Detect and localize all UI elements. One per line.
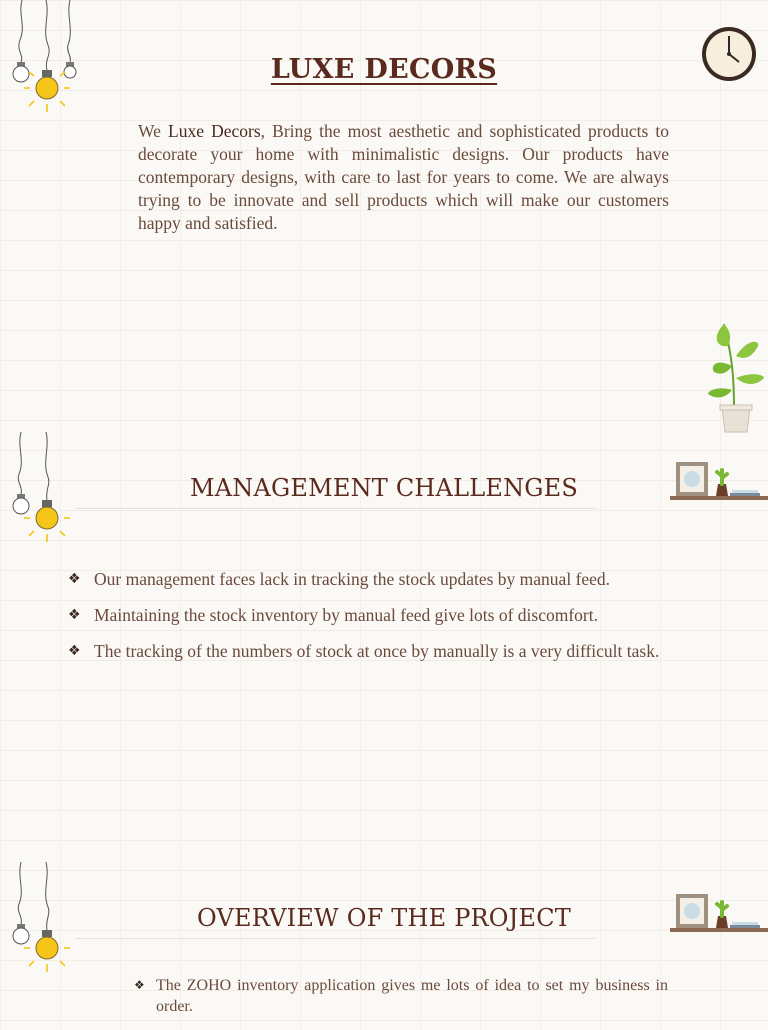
divider <box>76 938 596 939</box>
slide-luxe-decors <box>0 0 768 432</box>
divider <box>76 508 596 509</box>
list-item <box>66 604 702 627</box>
bullet-text: The ZOHO inventory application gives me lots of idea to set my business in order. <box>156 977 668 1015</box>
shelf-icon <box>670 460 768 504</box>
bullet-text: The tracking of the numbers of stock at once by manually is a very difficult task. <box>94 641 660 661</box>
bullet-icon: ❖ <box>68 607 81 623</box>
potted-plant-icon <box>704 316 768 434</box>
page-title: LUXE DECORS <box>270 54 498 85</box>
brand-name: Luxe Decors <box>168 121 261 141</box>
section-title: MANAGEMENT CHALLENGES <box>189 474 578 502</box>
list-item <box>134 975 668 1017</box>
list-item <box>66 568 702 591</box>
slide-overview-project <box>0 862 768 1024</box>
intro-paragraph <box>138 120 669 235</box>
slide-management-challenges <box>0 432 768 862</box>
intro-prefix: We <box>138 121 169 141</box>
list-item <box>66 640 702 663</box>
section-title: OVERVIEW OF THE PROJECT <box>197 904 571 932</box>
overview-list <box>134 975 668 1030</box>
bullet-text: Our management faces lack in tracking the stock updates by manual feed. <box>94 569 611 589</box>
bullet-icon: ❖ <box>68 643 81 659</box>
challenges-list <box>66 568 702 676</box>
intro-text: , Bring the most aesthetic and sophisticated products to decorate your home with minimalistic designs. Our products have contemporary designs, with care to last for years to come. We are always trying to be innovate and sell products which will make our customers happy and satisfied. <box>138 121 669 233</box>
bullet-text: Maintaining the stock inventory by manual feed give lots of discomfort. <box>94 605 598 625</box>
shelf-icon <box>670 892 768 936</box>
bullet-icon: ❖ <box>68 571 81 587</box>
bullet-icon: ❖ <box>134 978 145 992</box>
